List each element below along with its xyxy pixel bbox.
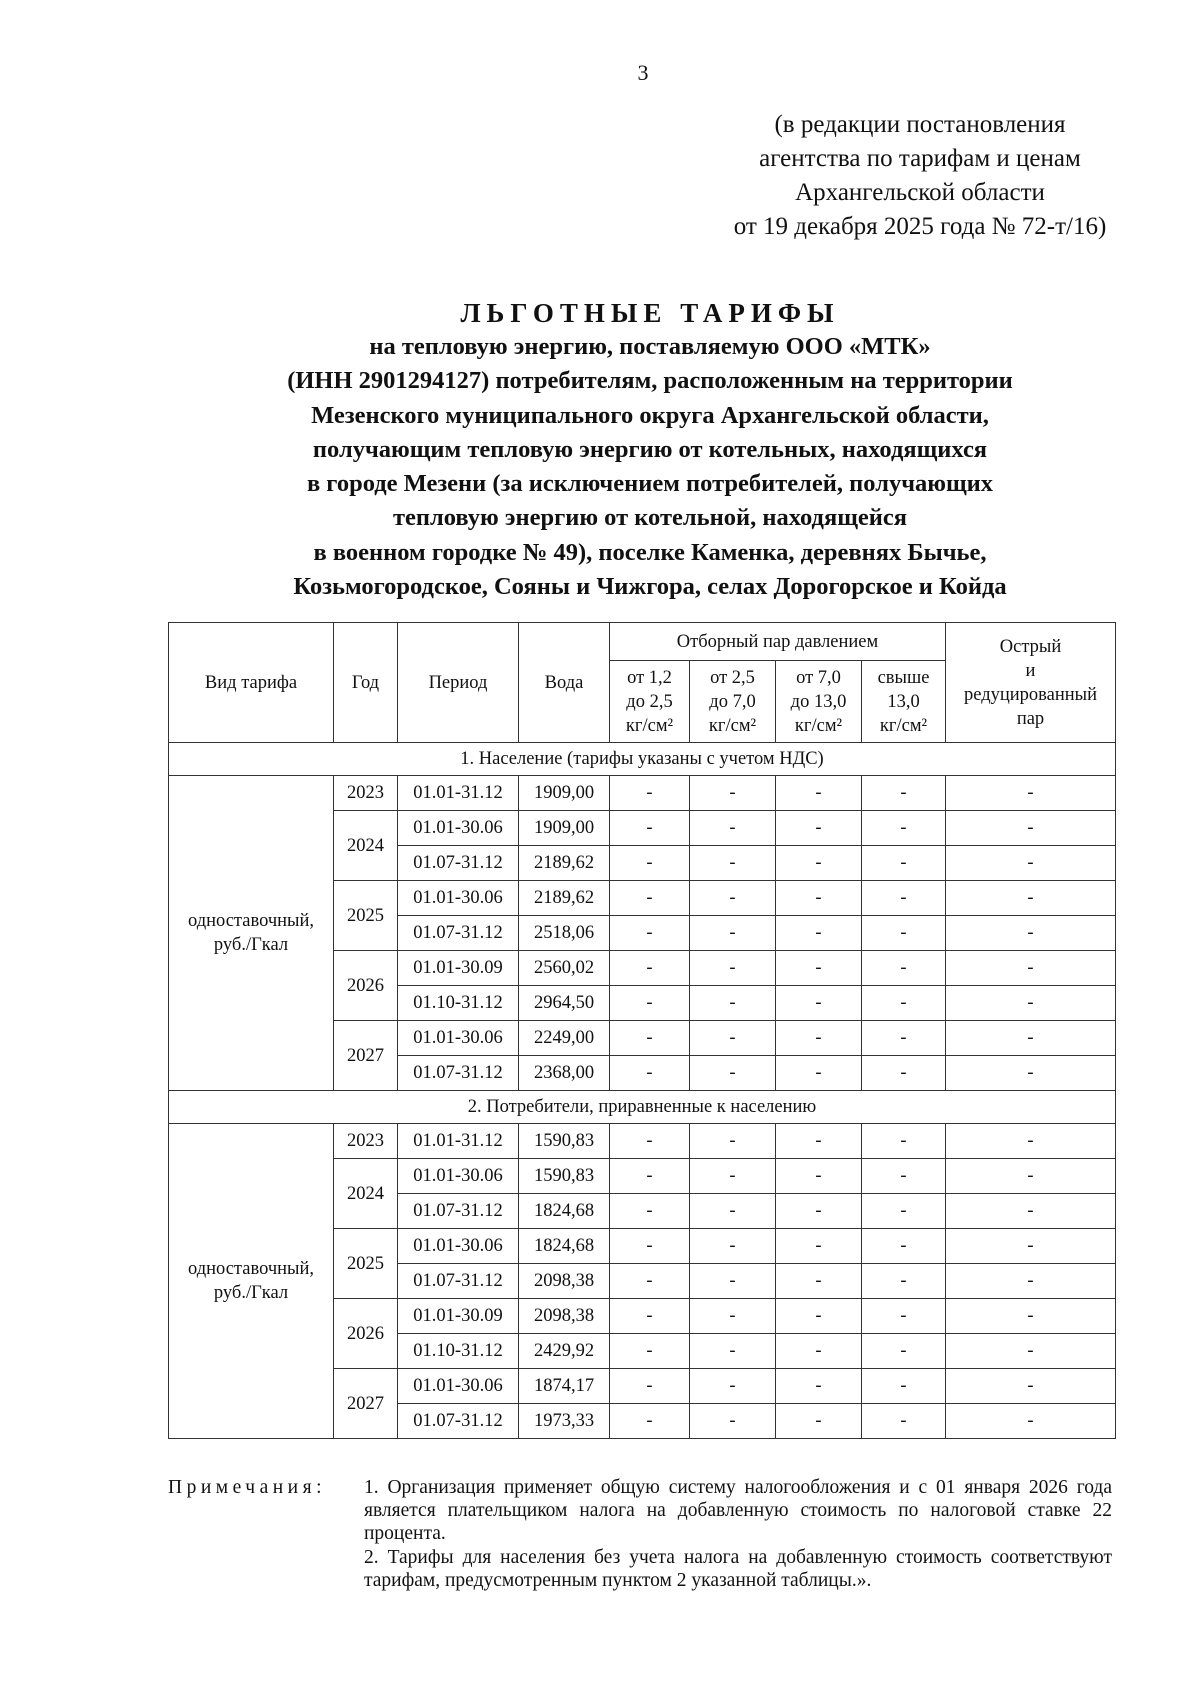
table-row xyxy=(169,1124,1116,1159)
dash-cell: - xyxy=(862,776,946,811)
dash-cell: - xyxy=(776,776,862,811)
dash-cell: - xyxy=(690,1334,776,1369)
subtitle-line: Мезенского муниципального округа Архангельской области, xyxy=(311,401,989,429)
dash-cell: - xyxy=(946,1299,1116,1334)
dash-cell: - xyxy=(776,1369,862,1404)
period-cell: 01.07-31.12 xyxy=(398,1404,519,1439)
dash-cell: - xyxy=(946,776,1116,811)
dash-cell: - xyxy=(610,1159,690,1194)
dash-cell: - xyxy=(610,1404,690,1439)
dash-cell: - xyxy=(862,1194,946,1229)
dash-cell: - xyxy=(690,1404,776,1439)
tariff-table-body xyxy=(169,743,1116,1439)
period-cell: 01.10-31.12 xyxy=(398,986,519,1021)
dash-cell: - xyxy=(690,1229,776,1264)
dash-cell: - xyxy=(776,1299,862,1334)
water-tariff-cell: 2429,92 xyxy=(519,1334,610,1369)
header-steam-1-2-5: от 1,2 до 2,5 кг/см² xyxy=(610,661,690,743)
subtitle-line: на тепловую энергию, поставляемую ООО «МТК» xyxy=(369,333,931,360)
header-steam-7-13: от 7,0 до 13,0 кг/см² xyxy=(776,661,862,743)
dash-cell: - xyxy=(776,1229,862,1264)
dash-cell: - xyxy=(690,951,776,986)
dash-cell: - xyxy=(946,1124,1116,1159)
water-tariff-cell: 2189,62 xyxy=(519,846,610,881)
dash-cell: - xyxy=(862,811,946,846)
dash-cell: - xyxy=(776,1264,862,1299)
dash-cell: - xyxy=(776,1056,862,1091)
header-water: Вода xyxy=(519,623,610,743)
dash-cell: - xyxy=(776,1159,862,1194)
dash-cell: - xyxy=(690,1159,776,1194)
tariff-type-cell xyxy=(169,776,334,1091)
period-cell: 01.01-31.12 xyxy=(398,776,519,811)
period-cell: 01.01-30.06 xyxy=(398,1229,519,1264)
header-tariff-type: Вид тарифа xyxy=(169,623,334,743)
subtitle-line: в городе Мезени (за исключением потребителей, получающих xyxy=(306,470,994,498)
dash-cell: - xyxy=(776,916,862,951)
header-steam-over-13: свыше 13,0 кг/см² xyxy=(862,661,946,743)
period-cell: 01.01-30.06 xyxy=(398,1021,519,1056)
dash-cell: - xyxy=(946,1369,1116,1404)
dash-cell: - xyxy=(610,916,690,951)
dash-cell: - xyxy=(690,1194,776,1229)
edition-line: агентства по тарифам и ценам xyxy=(759,145,1081,172)
water-tariff-cell: 1590,83 xyxy=(519,1159,610,1194)
dash-cell: - xyxy=(946,846,1116,881)
period-cell: 01.07-31.12 xyxy=(398,846,519,881)
section-title: 1. Население (тарифы указаны с учетом НДС) xyxy=(169,743,1116,776)
water-tariff-cell: 1973,33 xyxy=(519,1404,610,1439)
dash-cell: - xyxy=(776,1404,862,1439)
dash-cell: - xyxy=(610,986,690,1021)
year-cell: 2023 xyxy=(334,1124,398,1159)
dash-cell: - xyxy=(610,1264,690,1299)
header-steam-group: Отборный пар давлением xyxy=(610,623,946,661)
dash-cell: - xyxy=(862,1334,946,1369)
year-cell: 2026 xyxy=(334,951,398,1021)
dash-cell: - xyxy=(776,1021,862,1056)
subtitle-line: получающим тепловую энергию от котельных, находящихся xyxy=(312,435,988,463)
dash-cell: - xyxy=(946,1404,1116,1439)
period-cell: 01.10-31.12 xyxy=(398,1334,519,1369)
dash-cell: - xyxy=(946,811,1116,846)
water-tariff-cell: 1590,83 xyxy=(519,1124,610,1159)
page-number: 3 xyxy=(637,60,649,85)
tariff-type-line: одноставочный, xyxy=(187,1259,314,1279)
tariff-type-line: руб./Гкал xyxy=(213,1283,289,1303)
header-year: Год xyxy=(334,623,398,743)
edition-line: от 19 декабря 2025 года № 72-т/16) xyxy=(733,213,1107,240)
period-cell: 01.01-30.09 xyxy=(398,951,519,986)
period-cell: 01.07-31.12 xyxy=(398,916,519,951)
year-cell: 2023 xyxy=(334,776,398,811)
dash-cell: - xyxy=(776,811,862,846)
dash-cell: - xyxy=(690,881,776,916)
year-cell: 2027 xyxy=(334,1021,398,1091)
dash-cell: - xyxy=(610,1299,690,1334)
tariff-table xyxy=(168,622,1116,1439)
dash-cell: - xyxy=(862,1056,946,1091)
water-tariff-cell: 1874,17 xyxy=(519,1369,610,1404)
dash-cell: - xyxy=(776,881,862,916)
dash-cell: - xyxy=(610,1124,690,1159)
dash-cell: - xyxy=(946,881,1116,916)
document-title: ЛЬГОТНЫЕ ТАРИФЫ xyxy=(460,298,840,328)
table-row xyxy=(169,776,1116,811)
dash-cell: - xyxy=(862,846,946,881)
dash-cell: - xyxy=(862,1404,946,1439)
edition-note xyxy=(640,108,1200,244)
water-tariff-cell: 1909,00 xyxy=(519,811,610,846)
dash-cell: - xyxy=(862,1124,946,1159)
dash-cell: - xyxy=(610,846,690,881)
water-tariff-cell: 2098,38 xyxy=(519,1264,610,1299)
period-cell: 01.01-30.06 xyxy=(398,1369,519,1404)
water-tariff-cell: 1824,68 xyxy=(519,1194,610,1229)
subtitle-line: (ИНН 2901294127) потребителям, расположенным на территории xyxy=(287,367,1013,395)
document-title-block xyxy=(100,296,1200,604)
notes-label: Примечания: xyxy=(168,1477,326,1498)
year-cell: 2027 xyxy=(334,1369,398,1439)
water-tariff-cell: 2249,00 xyxy=(519,1021,610,1056)
dash-cell: - xyxy=(862,1264,946,1299)
dash-cell: - xyxy=(862,1369,946,1404)
dash-cell: - xyxy=(946,1194,1116,1229)
header-period: Период xyxy=(398,623,519,743)
dash-cell: - xyxy=(862,986,946,1021)
dash-cell: - xyxy=(690,1021,776,1056)
year-cell: 2025 xyxy=(334,1229,398,1299)
dash-cell: - xyxy=(776,1334,862,1369)
dash-cell: - xyxy=(610,1369,690,1404)
dash-cell: - xyxy=(610,1194,690,1229)
year-cell: 2025 xyxy=(334,881,398,951)
dash-cell: - xyxy=(946,1264,1116,1299)
dash-cell: - xyxy=(776,846,862,881)
dash-cell: - xyxy=(690,811,776,846)
dash-cell: - xyxy=(690,916,776,951)
tariff-type-line: одноставочный, xyxy=(187,911,314,931)
water-tariff-cell: 2368,00 xyxy=(519,1056,610,1091)
dash-cell: - xyxy=(690,776,776,811)
tariff-type-cell xyxy=(169,1124,334,1439)
dash-cell: - xyxy=(690,1056,776,1091)
water-tariff-cell: 1824,68 xyxy=(519,1229,610,1264)
dash-cell: - xyxy=(776,986,862,1021)
year-cell: 2026 xyxy=(334,1299,398,1369)
dash-cell: - xyxy=(610,1021,690,1056)
subtitle-line: тепловую энергию от котельной, находящейся xyxy=(392,504,908,532)
edition-line: (в редакции постановления xyxy=(774,111,1066,138)
dash-cell: - xyxy=(862,881,946,916)
dash-cell: - xyxy=(776,951,862,986)
edition-line: Архангельской области xyxy=(795,179,1045,206)
period-cell: 01.01-31.12 xyxy=(398,1124,519,1159)
water-tariff-cell: 2189,62 xyxy=(519,881,610,916)
dash-cell: - xyxy=(946,916,1116,951)
note-item: 1. Организация применяет общую систему налогообложения и с 01 января 2026 года является плательщиком налога на добавленную стоимость по налоговой ставке 22 процента. xyxy=(364,1477,1112,1544)
dash-cell: - xyxy=(946,1056,1116,1091)
period-cell: 01.01-30.06 xyxy=(398,881,519,916)
period-cell: 01.01-30.09 xyxy=(398,1299,519,1334)
dash-cell: - xyxy=(690,1124,776,1159)
dash-cell: - xyxy=(862,916,946,951)
header-steam-2-5-7: от 2,5 до 7,0 кг/см² xyxy=(690,661,776,743)
water-tariff-cell: 2518,06 xyxy=(519,916,610,951)
dash-cell: - xyxy=(690,986,776,1021)
dash-cell: - xyxy=(862,1021,946,1056)
tariff-type-line: руб./Гкал xyxy=(213,935,289,955)
note-item: 2. Тарифы для населения без учета налога на добавленную стоимость соответствуют тарифам, предусмотренным пунктом 2 указанной таблицы.». xyxy=(364,1547,1112,1591)
dash-cell: - xyxy=(610,1229,690,1264)
period-cell: 01.07-31.12 xyxy=(398,1264,519,1299)
dash-cell: - xyxy=(690,1369,776,1404)
subtitle-line: в военном городке № 49), поселке Каменка, деревнях Бычье, xyxy=(313,538,987,566)
dash-cell: - xyxy=(946,1229,1116,1264)
dash-cell: - xyxy=(862,1159,946,1194)
period-cell: 01.01-30.06 xyxy=(398,811,519,846)
period-cell: 01.07-31.12 xyxy=(398,1194,519,1229)
header-sharp-steam: Острый и редуцированный пар xyxy=(946,623,1116,743)
dash-cell: - xyxy=(610,1334,690,1369)
dash-cell: - xyxy=(946,1021,1116,1056)
dash-cell: - xyxy=(610,951,690,986)
year-cell: 2024 xyxy=(334,811,398,881)
dash-cell: - xyxy=(610,881,690,916)
dash-cell: - xyxy=(610,811,690,846)
period-cell: 01.01-30.06 xyxy=(398,1159,519,1194)
dash-cell: - xyxy=(690,1299,776,1334)
section-title: 2. Потребители, приравненные к населению xyxy=(169,1091,1116,1124)
period-cell: 01.07-31.12 xyxy=(398,1056,519,1091)
water-tariff-cell: 2964,50 xyxy=(519,986,610,1021)
dash-cell: - xyxy=(610,776,690,811)
dash-cell: - xyxy=(946,1159,1116,1194)
dash-cell: - xyxy=(690,846,776,881)
dash-cell: - xyxy=(946,986,1116,1021)
section-row xyxy=(169,743,1116,776)
water-tariff-cell: 1909,00 xyxy=(519,776,610,811)
dash-cell: - xyxy=(776,1194,862,1229)
water-tariff-cell: 2560,02 xyxy=(519,951,610,986)
subtitle-line: Козьмогородское, Сояны и Чижгора, селах Дорогорское и Койда xyxy=(293,573,1007,601)
dash-cell: - xyxy=(610,1056,690,1091)
dash-cell: - xyxy=(862,951,946,986)
dash-cell: - xyxy=(862,1299,946,1334)
dash-cell: - xyxy=(776,1124,862,1159)
water-tariff-cell: 2098,38 xyxy=(519,1299,610,1334)
dash-cell: - xyxy=(862,1229,946,1264)
section-row xyxy=(169,1091,1116,1124)
dash-cell: - xyxy=(946,951,1116,986)
year-cell: 2024 xyxy=(334,1159,398,1229)
dash-cell: - xyxy=(690,1264,776,1299)
dash-cell: - xyxy=(946,1334,1116,1369)
